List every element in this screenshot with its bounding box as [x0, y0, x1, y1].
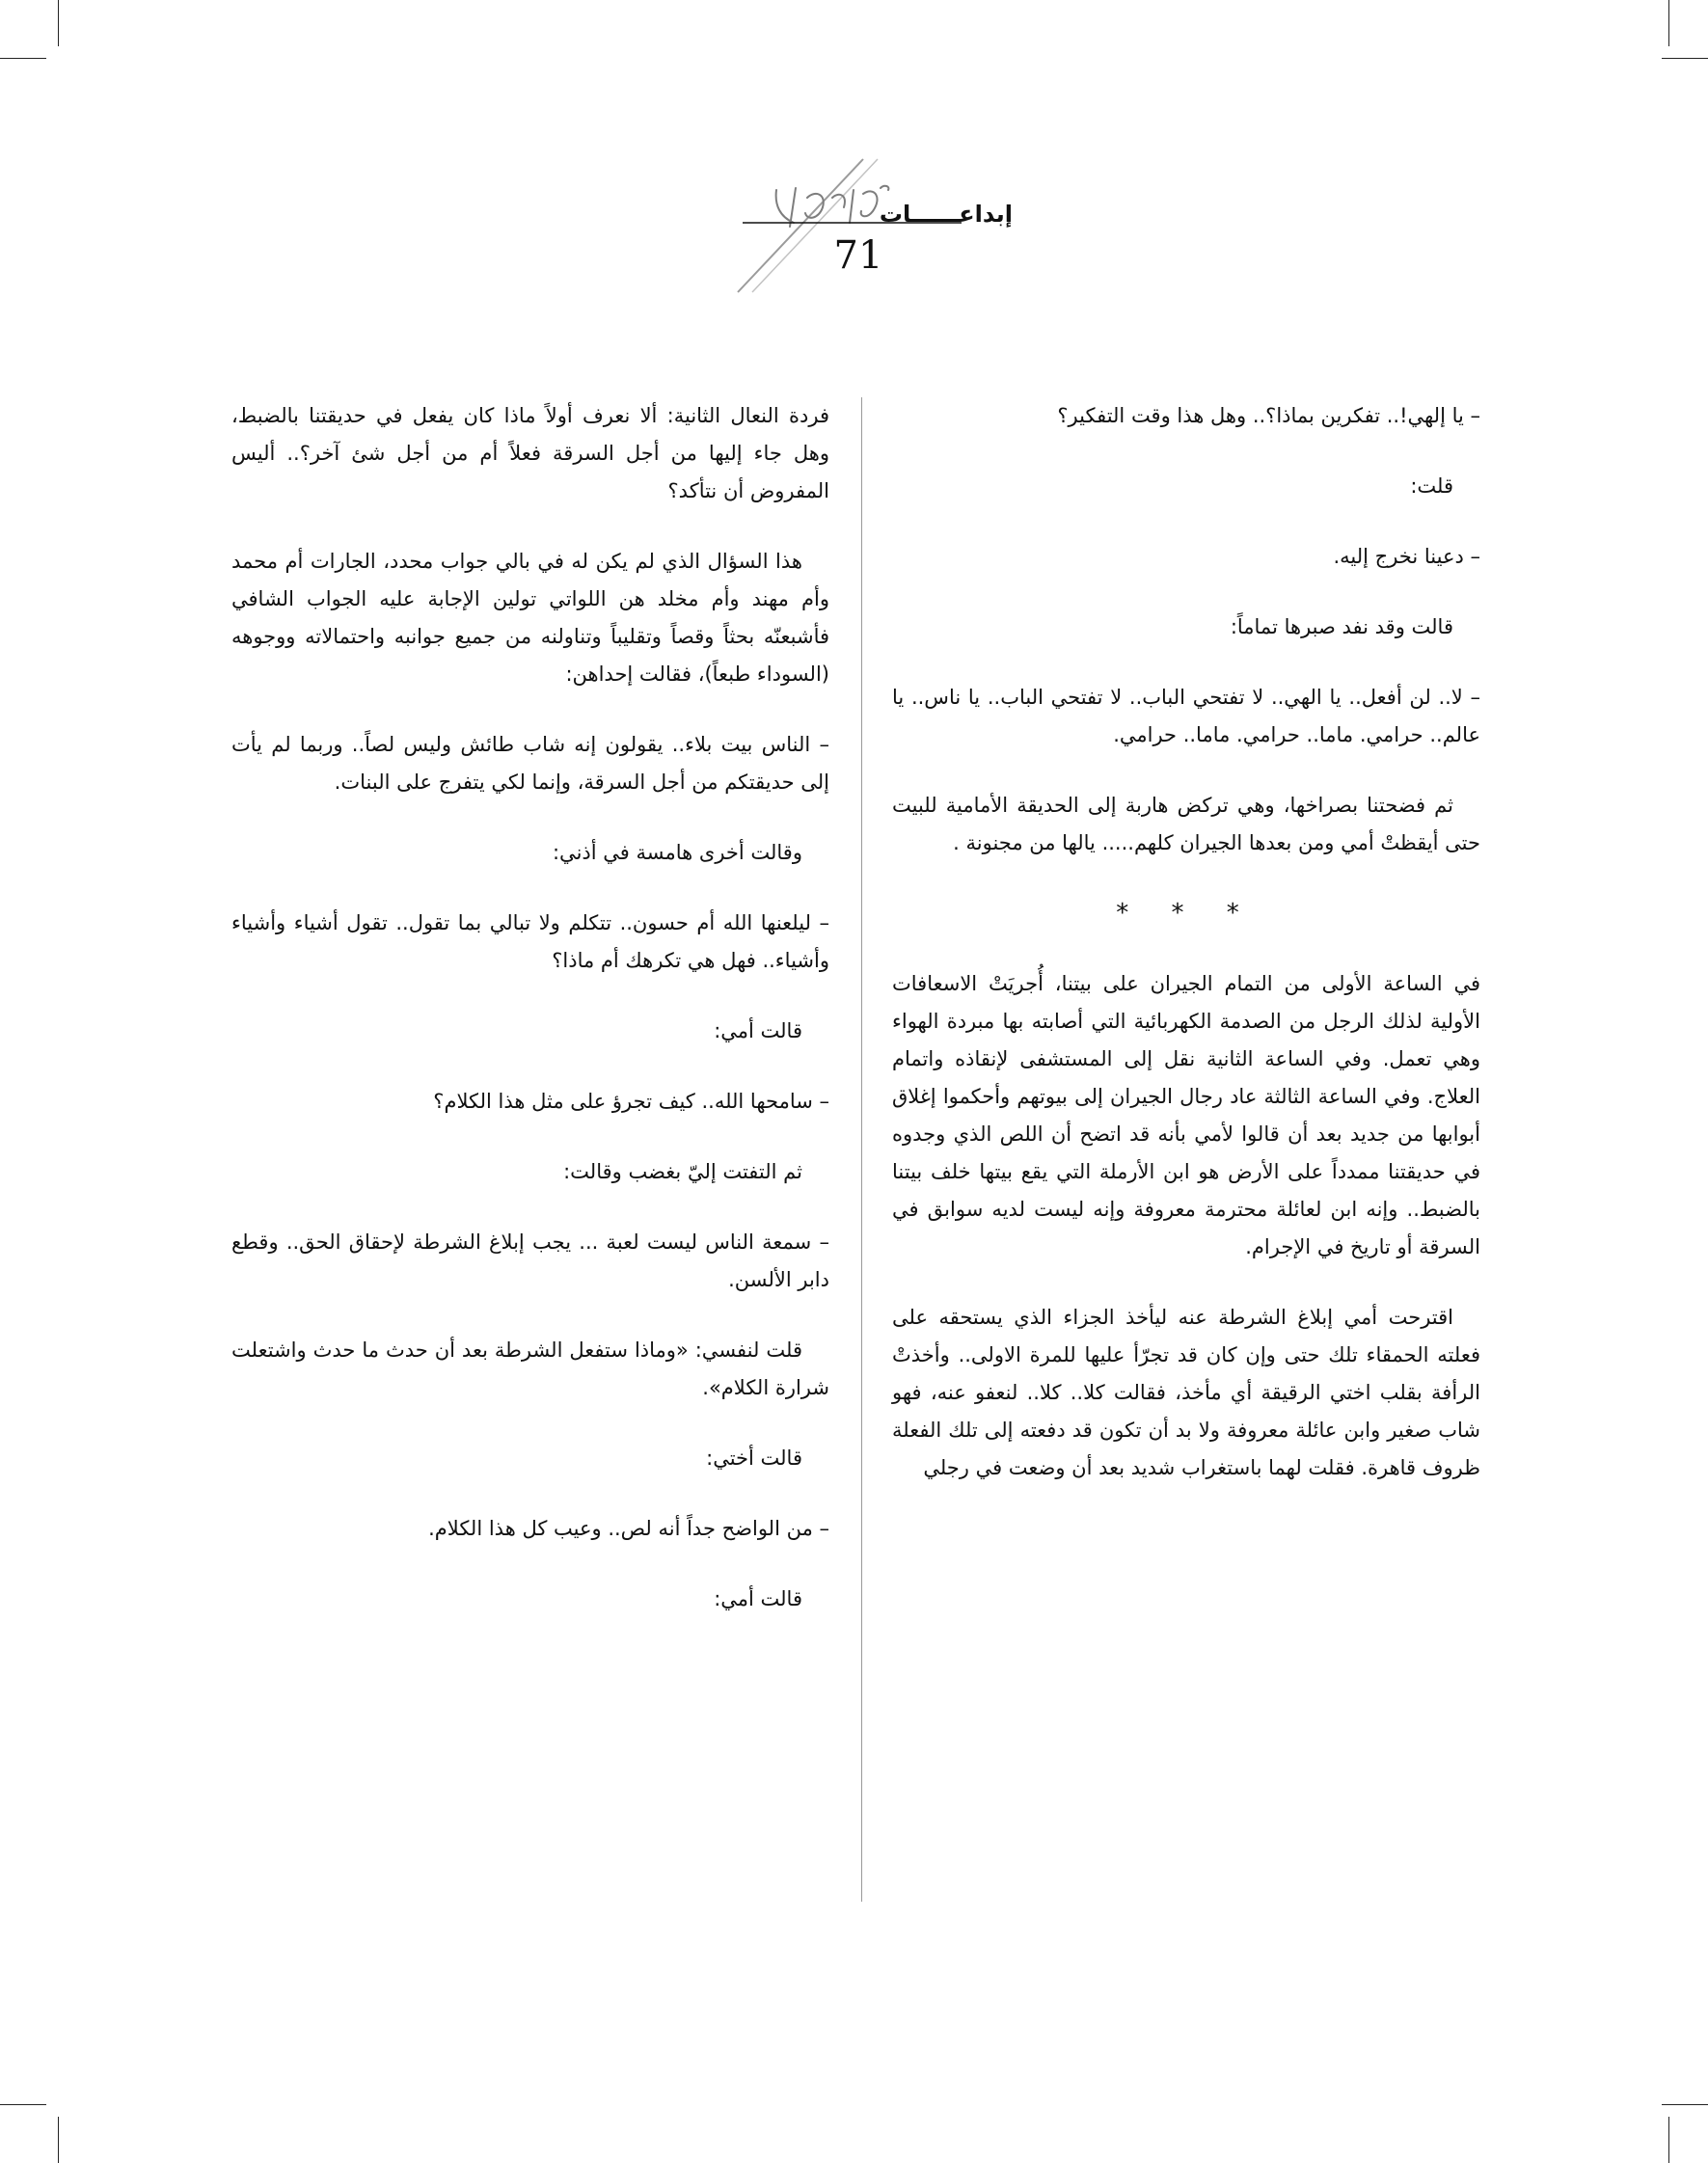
paragraph: هذا السؤال الذي لم يكن له في بالي جواب محدد، الجارات أم محمد وأم مهند وأم مخلد هن اللواتي تولين الإجابة عليه الجواب الشافي فأشبعنّه بحثاً وقصاً وتقليباً وتناولنه من جميع جوانبه واحتمالاته ووجوهه (السوداء طبعاً)، فقالت إحداهن: — [231, 550, 829, 686]
right-text-column — [892, 397, 1480, 1520]
crop-mark — [0, 2104, 46, 2105]
paragraph: اقترحت أمي إبلاغ الشرطة عنه ليأخذ الجزاء الذي يستحقه على فعلته الحمقاء تلك حتى وإن كان قد تجرّأ عليها للمرة الاولى.. وأخذتْ الرأفة بقلب اختي الرقيقة أي مأخذ، فقالت كلا.. كلا.. لنعفو عنه، فهو شاب صغير وابن عائلة معروفة ولا بد أن تكون قد دفعته إلى تلك الفعلة ظروف قاهرة. فقلت لهما باستغراب شديد بعد أن وضعت في رجلي — [892, 1306, 1480, 1479]
paragraph: – سمعة الناس ليست لعبة ... يجب إبلاغ الشرطة لإحقاق الحق.. وقطع دابر الألسن. — [231, 1230, 829, 1291]
left-text-column — [231, 397, 829, 1651]
paragraph: – من الواضح جداً أنه لص.. وعيب كل هذا الكلام. — [428, 1517, 829, 1540]
paragraph: – دعينا نخرج إليه. — [1333, 545, 1480, 568]
column-divider — [861, 397, 862, 1902]
paragraph: قالت أختي: — [706, 1447, 802, 1470]
crop-mark — [1668, 0, 1669, 46]
paragraph: ثم التفتت إليّ بغضب وقالت: — [563, 1160, 802, 1183]
paragraph: في الساعة الأولى من التمام الجيران على بيتنا، أُجريَتْ الاسعافات الأولية لذلك الرجل من الصدمة الكهربائية التي أصابته بها مبردة الهواء وهي تعمل. وفي الساعة الثانية نقل إلى المستشفى لإنقاذه واتمام العلاج. وفي الساعة الثالثة عاد رجال الجيران إلى بيوتهم وأحكموا إغلاق أبوابها من جديد بعد أن قالوا لأمي بأنه قد اتضح أن اللص الذي وجدوه في حديقتنا ممدداً على الأرض هو ابن الأرملة التي يقع بيتها خلف بيتنا بالضبط.. وإنه ابن لعائلة محترمة معروفة وإنه ليست لديه سوابق في السرقة أو تاريخ في الإجرام. — [892, 972, 1480, 1258]
paragraph: قالت أمي: — [714, 1587, 802, 1610]
paragraph: قالت وقد نفد صبرها تماماً: — [1230, 615, 1453, 638]
crop-mark — [58, 2117, 59, 2163]
crop-mark — [1668, 2117, 1669, 2163]
paragraph: – سامحها الله.. كيف تجرؤ على مثل هذا الكلام؟ — [433, 1090, 829, 1113]
paragraph: – ليلعنها الله أم حسون.. تتكلم ولا تبالي بما تقول.. تقول أشياء وأشياء وأشياء.. فهل هي تكرهك أم ماذا؟ — [231, 911, 829, 972]
paragraph: – الناس بيت بلاء.. يقولون إنه شاب طائش وليس لصاً.. وربما لم يأت إلى حديقتكم من أجل السرقة، وإنما لكي يتفرج على البنات. — [231, 733, 829, 794]
paragraph: – يا إلهي!.. تفكرين بماذا؟.. وهل هذا وقت التفكير؟ — [1057, 404, 1480, 427]
paragraph: قالت أمي: — [714, 1019, 802, 1042]
section-label: إبداعــــــات — [879, 201, 1013, 228]
paragraph: – لا.. لن أفعل.. يا الهي.. لا تفتحي الباب.. لا تفتحي الباب.. يا ناس.. يا عالم.. حرامي. ماما.. حرامي. ماما.. حرامي. — [892, 686, 1480, 746]
page-number: 71 — [833, 233, 883, 278]
paragraph: قلت: — [1410, 474, 1453, 498]
paragraph: ثم فضحتنا بصراخها، وهي تركض هاربة إلى الحديقة الأمامية للبيت حتى أيقظتْ أمي ومن بعدها الجيران كلهم..... يالها من مجنونة . — [892, 794, 1480, 854]
crop-mark — [1662, 58, 1708, 59]
crop-mark — [1662, 2104, 1708, 2105]
crop-mark — [0, 58, 46, 59]
paragraph: وقالت أخرى هامسة في أذني: — [552, 841, 802, 864]
crop-mark — [58, 0, 59, 46]
section-separator: * * * — [1116, 899, 1257, 928]
paragraph: فردة النعال الثانية: ألا نعرف أولاً ماذا كان يفعل في حديقتنا بالضبط، وهل جاء إليها من أجل السرقة فعلاً أم من أجل شئ آخر؟.. أليس المفروض أن نتأكد؟ — [231, 404, 829, 502]
paragraph: قلت لنفسي: «وماذا ستفعل الشرطة بعد أن حدث ما حدث واشتعلت شرارة الكلام». — [231, 1338, 829, 1399]
